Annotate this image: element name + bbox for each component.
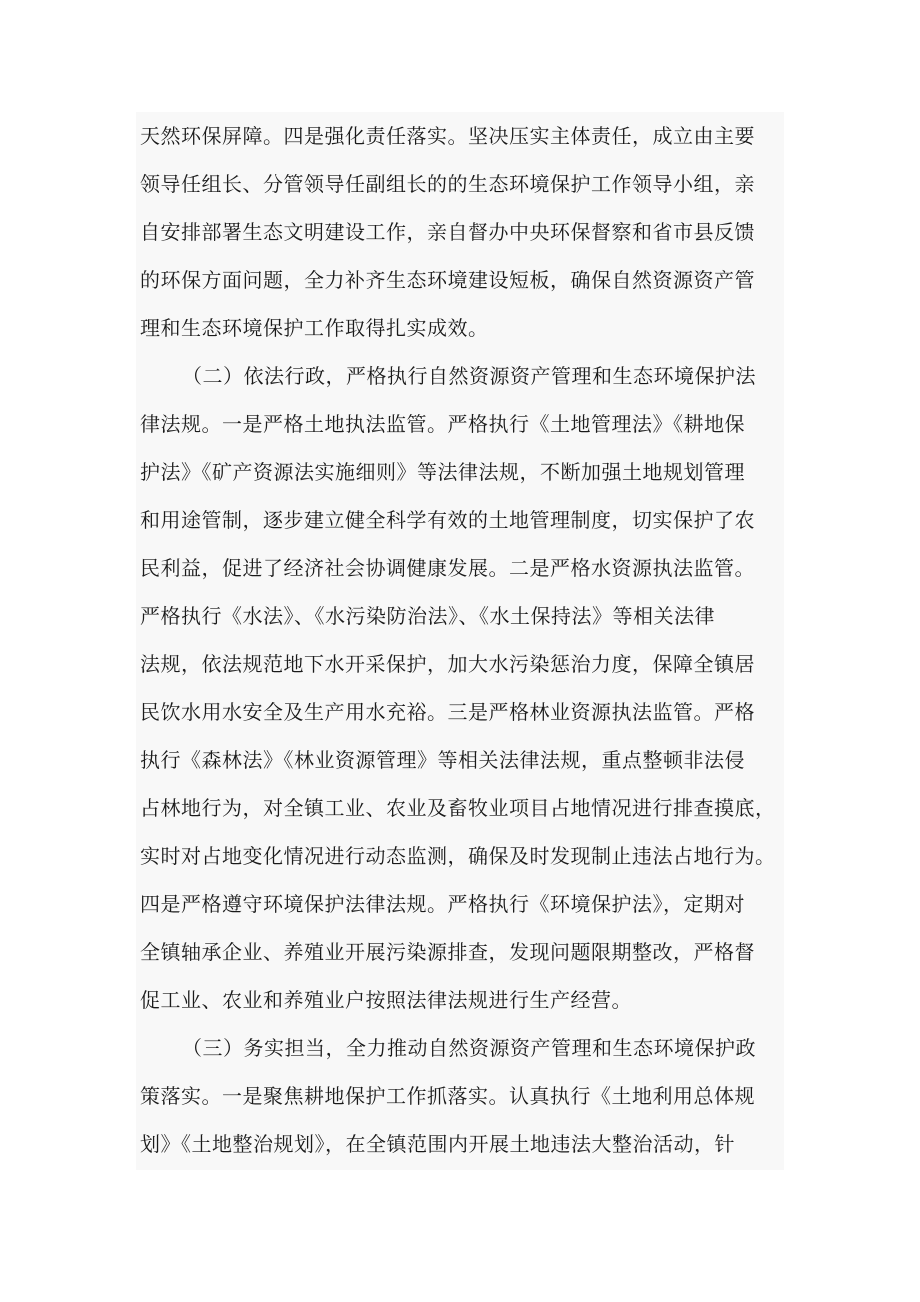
text-line: 执行《森林法》《林业资源管理》等相关法律法规，重点整顿非法侵 <box>140 748 745 772</box>
text-line: 实时对占地变化情况进行动态监测，确保及时发现制止违法占地行为。 <box>140 844 776 868</box>
text-line: 四是严格遵守环境保护法律法规。严格执行《环境保护法》，定期对 <box>140 892 745 916</box>
text-line: 法规，依法规范地下水开采保护，加大水污染惩治力度，保障全镇居 <box>140 652 755 676</box>
section-heading-2: （二）依法行政，严格执行自然资源资产管理和生态环境保护法 <box>182 364 756 388</box>
text-line: 严格执行《水法》、《水污染防治法》、《水土保持法》等相关法律 <box>140 604 715 628</box>
text-line: 的环保方面问题，全力补齐生态环境建设短板，确保自然资源资产管 <box>140 268 755 292</box>
text-line: 划》《土地整治规划》，在全镇范围内开展土地违法大整治活动，针 <box>140 1132 735 1156</box>
section-heading-3: （三）务实担当，全力推动自然资源资产管理和生态环境保护政 <box>182 1036 756 1060</box>
text-line: 全镇轴承企业、养殖业开展污染源排查，发现问题限期整改，严格督 <box>140 940 755 964</box>
text-line: 民饮水用水安全及生产用水充裕。三是严格林业资源执法监管。严格 <box>140 700 755 724</box>
document-body <box>140 112 780 1168</box>
text-line: 护法》《矿产资源法实施细则》等法律法规，不断加强土地规划管理 <box>140 460 745 484</box>
text-line: 民利益，促进了经济社会协调健康发展。二是严格水资源执法监管。 <box>140 556 755 580</box>
text-line: 律法规。一是严格土地执法监管。严格执行《土地管理法》《耕地保 <box>140 412 745 436</box>
text-line: 策落实。一是聚焦耕地保护工作抓落实。认真执行《土地利用总体规 <box>140 1084 755 1108</box>
text-line: 自安排部署生态文明建设工作，亲自督办中央环保督察和省市县反馈 <box>140 220 755 244</box>
text-line: 理和生态环境保护工作取得扎实成效。 <box>140 316 489 340</box>
text-line: 领导任组长、分管领导任副组长的的生态环境保护工作领导小组，亲 <box>140 172 755 196</box>
text-line: 促工业、农业和养殖业户按照法律法规进行生产经营。 <box>140 988 632 1012</box>
text-line: 占林地行为，对全镇工业、农业及畜牧业项目占地情况进行排查摸底， <box>140 796 776 820</box>
text-line: 和用途管制，逐步建立健全科学有效的土地管理制度，切实保护了农 <box>140 508 755 532</box>
text-line: 天然环保屏障。四是强化责任落实。坚决压实主体责任，成立由主要 <box>140 124 755 148</box>
